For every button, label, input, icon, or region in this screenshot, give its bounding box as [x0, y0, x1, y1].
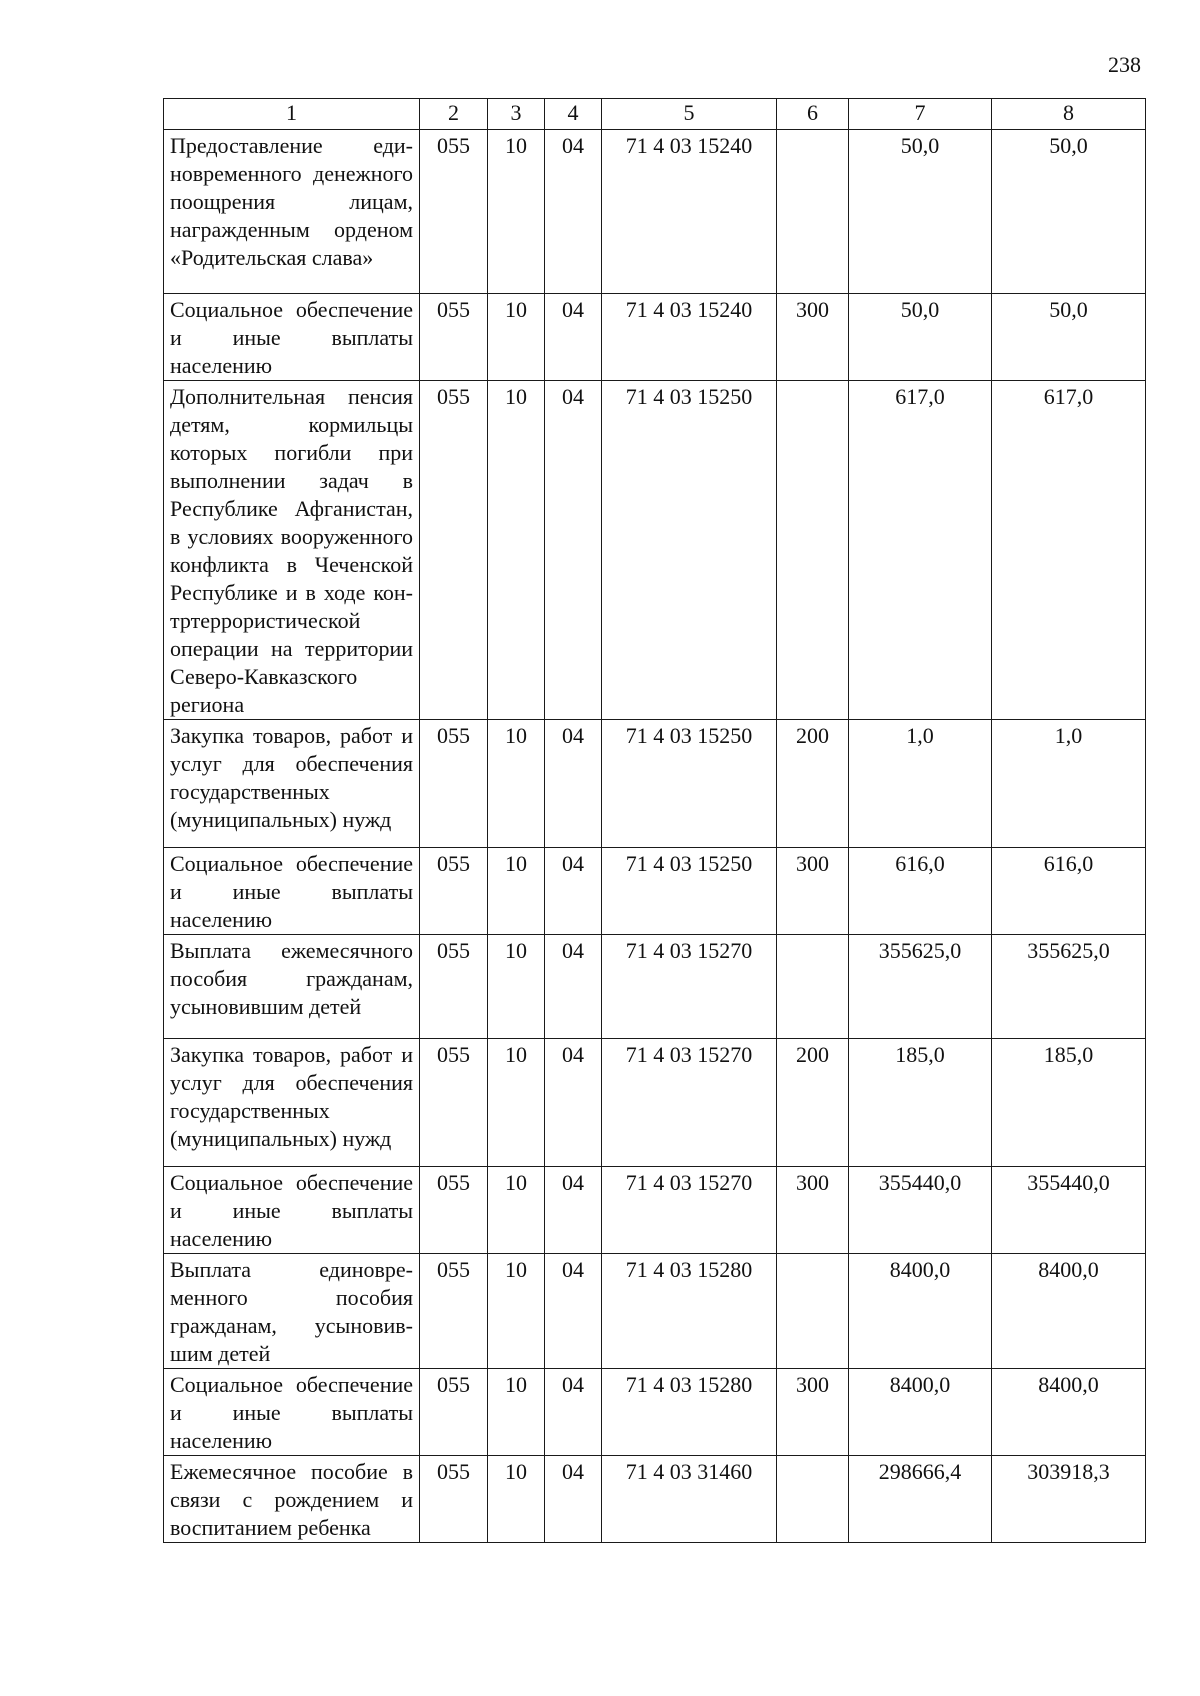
row-code-5: 71 4 03 15280 — [602, 1369, 777, 1456]
row-amount-8: 50,0 — [992, 130, 1146, 294]
row-amount-7: 50,0 — [849, 294, 992, 381]
row-code-5: 71 4 03 31460 — [602, 1456, 777, 1543]
row-code-3: 10 — [488, 1167, 545, 1254]
row-code-2: 055 — [420, 1254, 488, 1369]
page-number: 238 — [1108, 52, 1141, 77]
row-code-6 — [777, 1254, 849, 1369]
row-description: Закупка товаров, работ и услуг для обеспечения государственных (муниципальных) нужд — [164, 1039, 420, 1167]
row-amount-7: 8400,0 — [849, 1254, 992, 1369]
row-code-6: 300 — [777, 1369, 849, 1456]
row-description: Ежемесячное пособие в связи с рождением и воспитанием ребенка — [164, 1456, 420, 1543]
row-amount-8: 617,0 — [992, 381, 1146, 720]
row-code-5: 71 4 03 15270 — [602, 1167, 777, 1254]
row-description: Социальное обеспечение и иные выплаты населению — [164, 848, 420, 935]
row-description: Предоставление единовременного денежного поощрения лицам, награжденным орденом «Родительская слава» — [164, 130, 420, 294]
row-code-3: 10 — [488, 1456, 545, 1543]
row-code-6 — [777, 1456, 849, 1543]
column-header: 8 — [992, 99, 1146, 130]
row-amount-7: 617,0 — [849, 381, 992, 720]
table-row — [164, 381, 1146, 720]
row-code-2: 055 — [420, 1369, 488, 1456]
row-code-3: 10 — [488, 720, 545, 848]
row-code-5: 71 4 03 15240 — [602, 294, 777, 381]
row-code-3: 10 — [488, 381, 545, 720]
row-code-4: 04 — [545, 294, 602, 381]
row-code-2: 055 — [420, 130, 488, 294]
row-code-5: 71 4 03 15280 — [602, 1254, 777, 1369]
row-code-6: 300 — [777, 294, 849, 381]
row-description: Выплата ежемесячного пособия гражданам, усыновившим детей — [164, 935, 420, 1039]
row-code-2: 055 — [420, 381, 488, 720]
row-code-5: 71 4 03 15240 — [602, 130, 777, 294]
row-code-4: 04 — [545, 130, 602, 294]
row-amount-7: 355625,0 — [849, 935, 992, 1039]
row-description: Социальное обеспечение и иные выплаты населению — [164, 294, 420, 381]
row-code-4: 04 — [545, 848, 602, 935]
row-code-3: 10 — [488, 1039, 545, 1167]
row-code-4: 04 — [545, 720, 602, 848]
row-code-6: 300 — [777, 848, 849, 935]
row-description: Социальное обеспечение и иные выплаты населению — [164, 1369, 420, 1456]
table-header-row — [164, 99, 1146, 130]
table-row — [164, 130, 1146, 294]
row-amount-7: 1,0 — [849, 720, 992, 848]
row-code-3: 10 — [488, 130, 545, 294]
table-row — [164, 1254, 1146, 1369]
row-code-5: 71 4 03 15250 — [602, 720, 777, 848]
row-amount-7: 616,0 — [849, 848, 992, 935]
row-code-3: 10 — [488, 848, 545, 935]
column-header: 7 — [849, 99, 992, 130]
row-code-3: 10 — [488, 935, 545, 1039]
row-amount-8: 1,0 — [992, 720, 1146, 848]
table-row — [164, 720, 1146, 848]
row-code-5: 71 4 03 15270 — [602, 935, 777, 1039]
row-amount-8: 8400,0 — [992, 1369, 1146, 1456]
row-code-3: 10 — [488, 1254, 545, 1369]
row-code-4: 04 — [545, 1039, 602, 1167]
row-code-6 — [777, 381, 849, 720]
row-amount-8: 303918,3 — [992, 1456, 1146, 1543]
row-description: Дополнительная пенсия детям, кормильцы которых погибли при выполнении задач в Республике Афганистан, в условиях вооруженного конфликта в Чеченской Республике и в ходе контртеррористической операции на территории Северо-Кавказского региона — [164, 381, 420, 720]
row-code-2: 055 — [420, 720, 488, 848]
table-row — [164, 1456, 1146, 1543]
table-row — [164, 1039, 1146, 1167]
row-description: Выплата единовременного пособия гражданам, усыновившим детей — [164, 1254, 420, 1369]
row-description: Закупка товаров, работ и услуг для обеспечения государственных (муниципальных) нужд — [164, 720, 420, 848]
table-body — [164, 130, 1146, 1543]
row-amount-8: 8400,0 — [992, 1254, 1146, 1369]
row-amount-7: 185,0 — [849, 1039, 992, 1167]
row-code-4: 04 — [545, 1254, 602, 1369]
row-code-2: 055 — [420, 1167, 488, 1254]
row-code-6: 300 — [777, 1167, 849, 1254]
row-code-3: 10 — [488, 1369, 545, 1456]
row-code-3: 10 — [488, 294, 545, 381]
row-amount-8: 355625,0 — [992, 935, 1146, 1039]
row-code-4: 04 — [545, 1369, 602, 1456]
row-code-2: 055 — [420, 935, 488, 1039]
table-row — [164, 935, 1146, 1039]
table-row — [164, 1369, 1146, 1456]
row-code-2: 055 — [420, 1039, 488, 1167]
row-code-2: 055 — [420, 294, 488, 381]
column-header: 6 — [777, 99, 849, 130]
row-code-6: 200 — [777, 1039, 849, 1167]
row-amount-7: 298666,4 — [849, 1456, 992, 1543]
row-amount-7: 50,0 — [849, 130, 992, 294]
row-amount-7: 8400,0 — [849, 1369, 992, 1456]
row-code-2: 055 — [420, 1456, 488, 1543]
column-header: 3 — [488, 99, 545, 130]
row-code-5: 71 4 03 15270 — [602, 1039, 777, 1167]
row-amount-7: 355440,0 — [849, 1167, 992, 1254]
row-code-4: 04 — [545, 1456, 602, 1543]
row-code-4: 04 — [545, 381, 602, 720]
budget-table — [163, 98, 1146, 1543]
row-code-6: 200 — [777, 720, 849, 848]
row-code-4: 04 — [545, 935, 602, 1039]
column-header: 2 — [420, 99, 488, 130]
row-code-6 — [777, 130, 849, 294]
row-amount-8: 50,0 — [992, 294, 1146, 381]
row-amount-8: 355440,0 — [992, 1167, 1146, 1254]
row-amount-8: 185,0 — [992, 1039, 1146, 1167]
column-header: 1 — [164, 99, 420, 130]
row-code-5: 71 4 03 15250 — [602, 381, 777, 720]
row-description: Социальное обеспечение и иные выплаты населению — [164, 1167, 420, 1254]
row-amount-8: 616,0 — [992, 848, 1146, 935]
table-row — [164, 1167, 1146, 1254]
table-row — [164, 848, 1146, 935]
column-header: 4 — [545, 99, 602, 130]
table-row — [164, 294, 1146, 381]
column-header: 5 — [602, 99, 777, 130]
row-code-4: 04 — [545, 1167, 602, 1254]
row-code-5: 71 4 03 15250 — [602, 848, 777, 935]
row-code-2: 055 — [420, 848, 488, 935]
row-code-6 — [777, 935, 849, 1039]
